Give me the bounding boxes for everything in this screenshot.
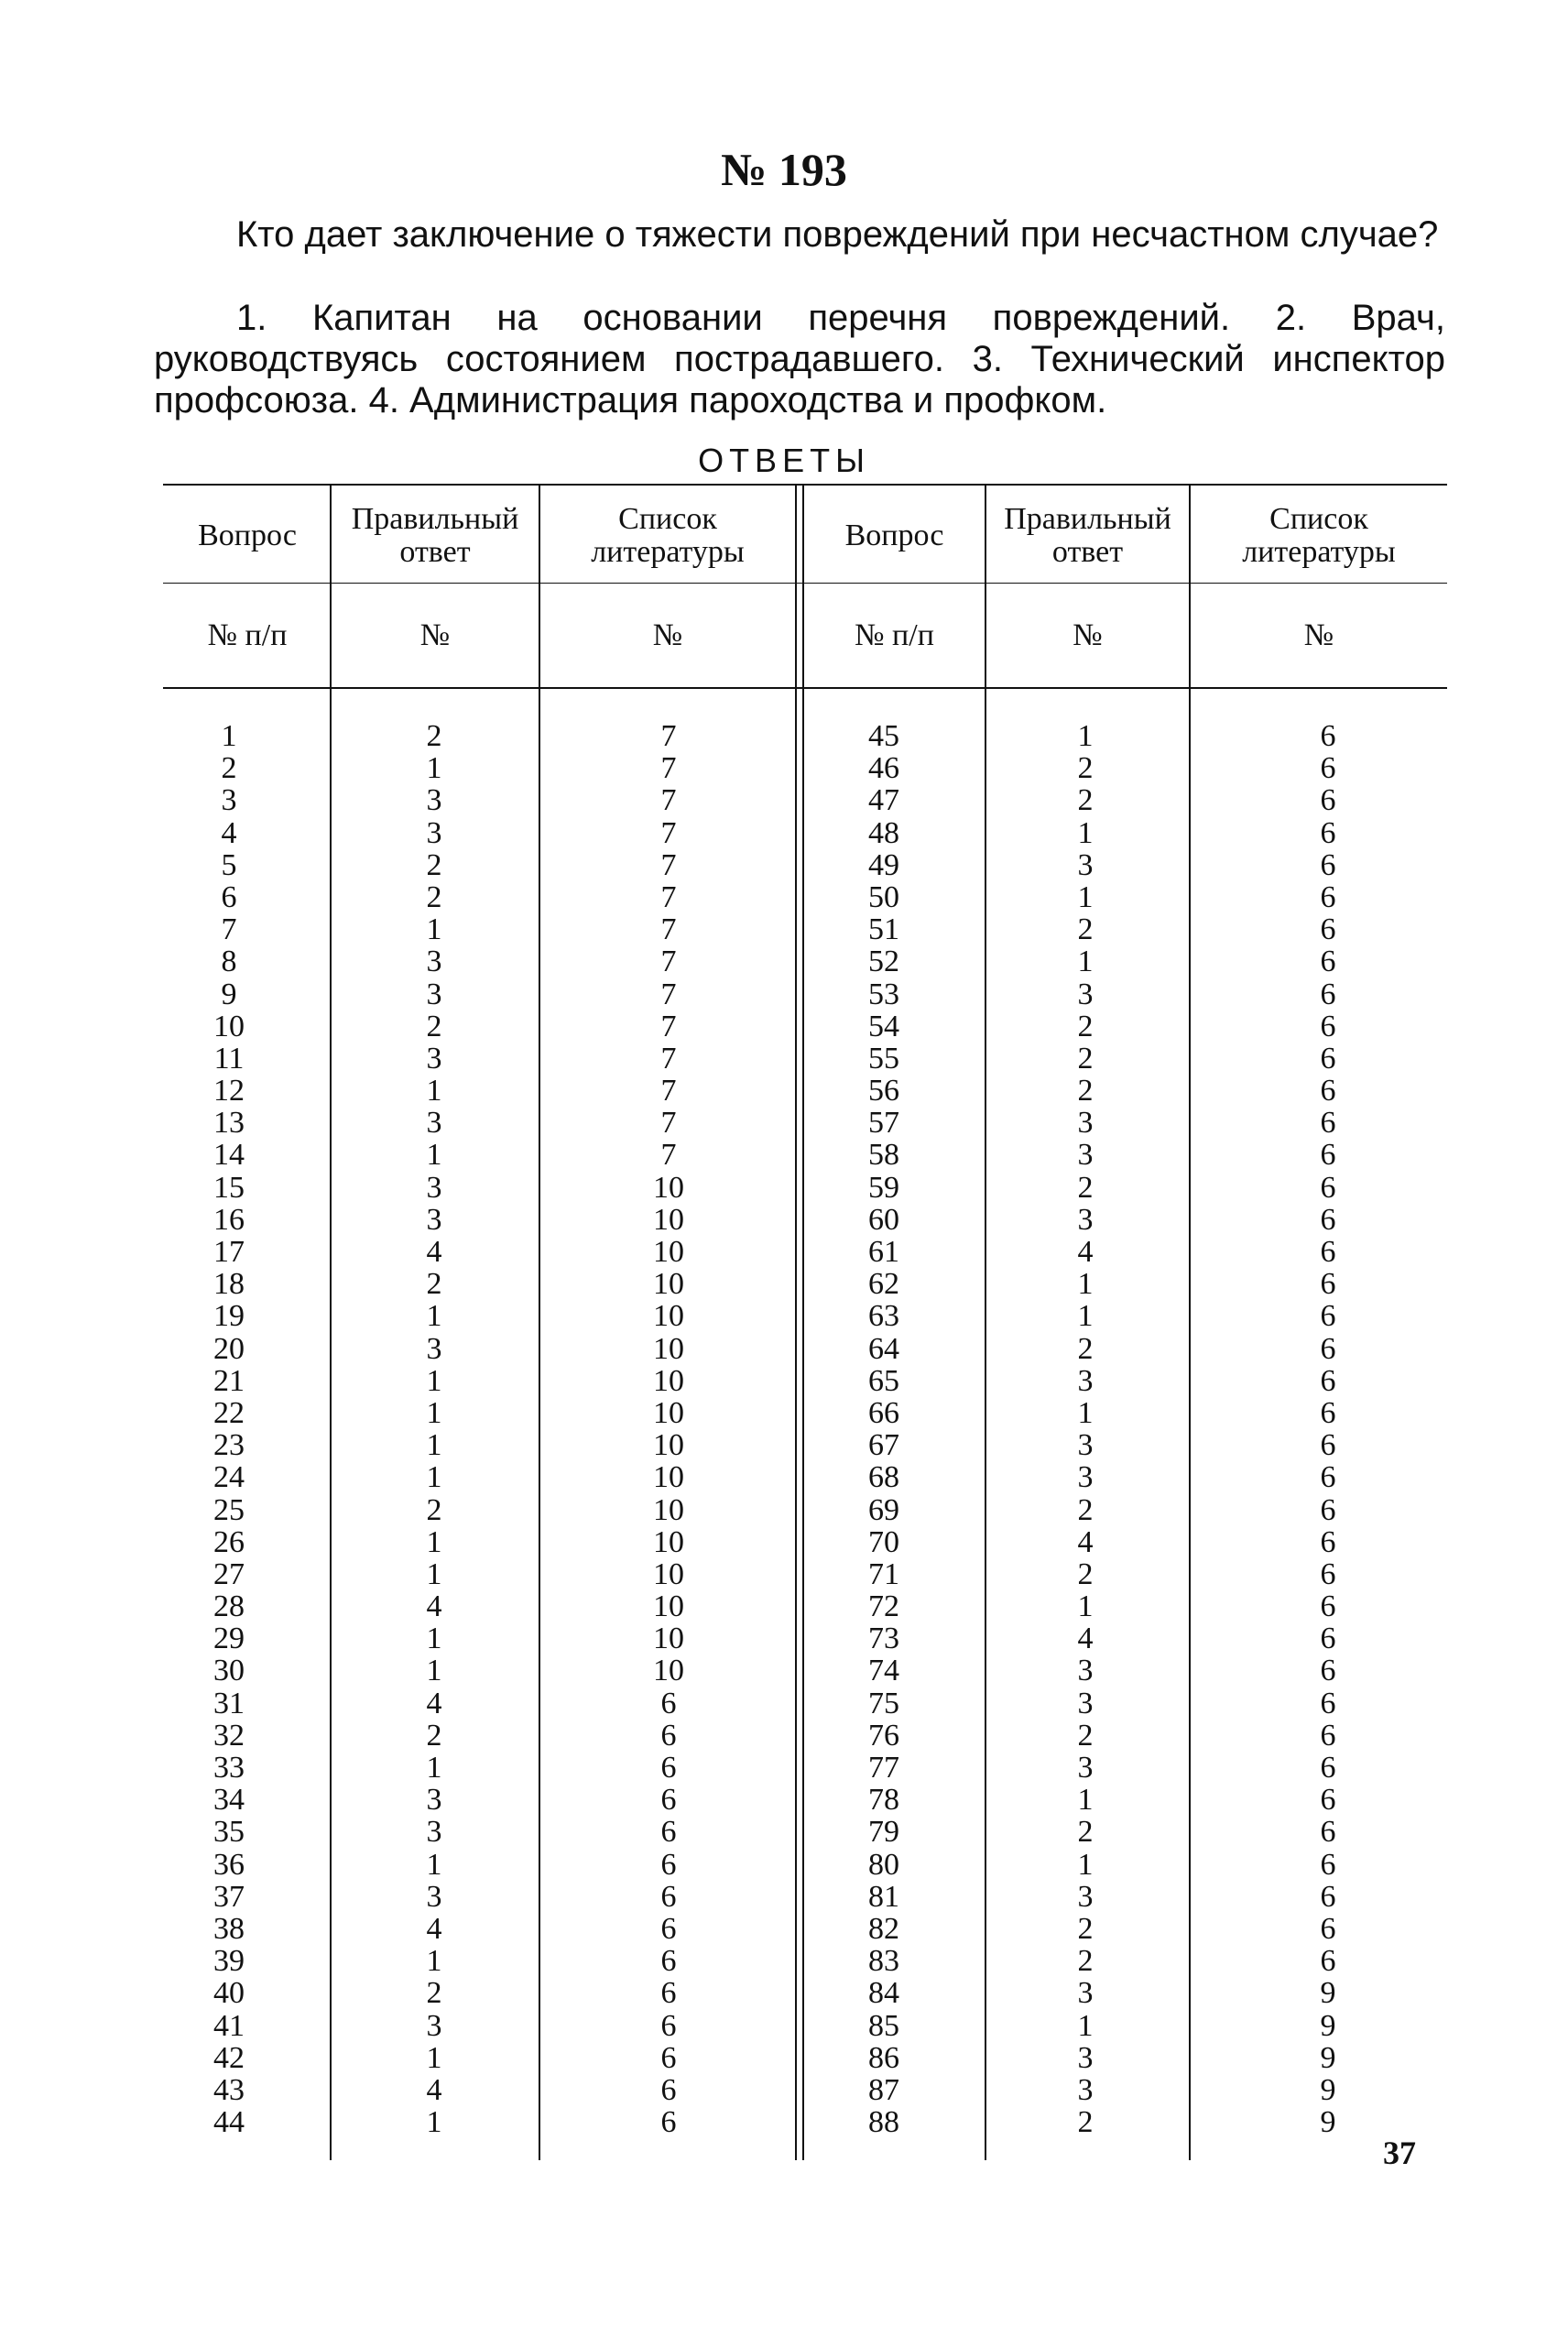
table-cell: 7 [660, 879, 677, 914]
table-cell: 6 [1320, 1331, 1336, 1366]
table-cell: 86 [868, 2040, 899, 2075]
table-cell: 31 [213, 1686, 245, 1720]
table-cell: 9 [221, 977, 237, 1011]
table-cell: 42 [213, 2040, 245, 2075]
table-cell: 21 [213, 1363, 245, 1398]
table-cell: 7 [660, 815, 677, 850]
table-cell: 10 [653, 1524, 684, 1559]
table-cell: 6 [660, 2105, 677, 2140]
table-cell: 9 [1320, 2008, 1336, 2043]
table-cell: 6 [1320, 1815, 1336, 1850]
table-cell: 2 [1077, 1041, 1094, 1076]
table-cell: 6 [1320, 1783, 1336, 1818]
table-cell: 1 [426, 1428, 442, 1463]
table-cell: 7 [660, 1074, 677, 1108]
table-cell: 16 [213, 1202, 245, 1237]
table-cell: 10 [653, 1363, 684, 1398]
table-cell: 1 [426, 751, 442, 786]
table-cell: 51 [868, 912, 899, 947]
table-cell: 10 [653, 1395, 684, 1430]
table-cell: 6 [1320, 1654, 1336, 1688]
table-cell: 7 [660, 1138, 677, 1173]
page-number: 37 [1383, 2135, 1416, 2171]
table-cell: 7 [660, 783, 677, 818]
table-cell: 4 [1077, 1235, 1094, 1269]
table-cell: 10 [653, 1428, 684, 1463]
table-cell: 10 [653, 1267, 684, 1302]
table-cell: 6 [1320, 1235, 1336, 1269]
table-cell: 6 [1320, 1751, 1336, 1785]
table-cell: 6 [660, 1911, 677, 1946]
header-correct-answer: Правильный ответ [1004, 502, 1171, 569]
table-cell: 6 [660, 1815, 677, 1850]
column-answer-left [366, 720, 502, 2138]
table-cell: 11 [213, 1041, 245, 1076]
table-cell: 37 [213, 1879, 245, 1914]
column-separator [985, 484, 986, 2160]
table-cell: 88 [868, 2105, 899, 2140]
table-cell: 10 [653, 1492, 684, 1527]
column-separator-double [802, 484, 804, 2160]
table-cell: 66 [868, 1395, 899, 1430]
table-cell: 36 [213, 1847, 245, 1882]
table-cell: 6 [1320, 1524, 1336, 1559]
table-cell: 6 [1320, 1718, 1336, 1753]
table-cell: 59 [868, 1170, 899, 1205]
table-cell: 43 [213, 2072, 245, 2107]
table-cell: 6 [1320, 1106, 1336, 1141]
table-cell: 3 [426, 815, 442, 850]
table-cell: 2 [1077, 1170, 1094, 1205]
table-cell: 82 [868, 1911, 899, 1946]
table-cell: 3 [1077, 1363, 1094, 1398]
table-cell: 10 [653, 1235, 684, 1269]
table-cell: 57 [868, 1106, 899, 1141]
column-literature-left [586, 720, 751, 2138]
table-cell: 4 [221, 815, 237, 850]
table-cell: 40 [213, 1976, 245, 2011]
table-cell: 1 [1077, 815, 1094, 850]
table-cell: 2 [1077, 1944, 1094, 1979]
table-cell: 1 [426, 1524, 442, 1559]
table-cell: 14 [213, 1138, 245, 1173]
table-cell: 4 [426, 1235, 442, 1269]
table-cell: 2 [426, 1492, 442, 1527]
table-cell: 3 [221, 783, 237, 818]
table-cell: 6 [1320, 1202, 1336, 1237]
table-cell: 4 [1077, 1622, 1094, 1656]
table-cell: 10 [653, 1556, 684, 1591]
table-cell: 58 [868, 1138, 899, 1173]
column-question-left [165, 720, 293, 2138]
table-cell: 2 [1077, 751, 1094, 786]
question-text: Кто дает заключение о тяжести повреждений при несчастном случае? [236, 214, 1439, 255]
table-cell: 50 [868, 879, 899, 914]
table-cell: 3 [426, 945, 442, 979]
table-cell: 85 [868, 2008, 899, 2043]
table-cell: 53 [868, 977, 899, 1011]
table-cell: 3 [426, 1170, 442, 1205]
table-cell: 3 [1077, 2040, 1094, 2075]
table-top-rule [163, 484, 1447, 486]
table-cell: 6 [660, 2040, 677, 2075]
table-cell: 4 [426, 1911, 442, 1946]
table-cell: 6 [1320, 815, 1336, 850]
header-literature-sub: № [652, 618, 683, 652]
table-cell: 3 [1077, 1751, 1094, 1785]
table-cell: 2 [1077, 912, 1094, 947]
table-cell: 6 [1320, 1138, 1336, 1173]
table-cell: 1 [1077, 1299, 1094, 1334]
table-cell: 3 [1077, 1202, 1094, 1237]
table-cell: 7 [660, 847, 677, 882]
table-cell: 3 [1077, 1138, 1094, 1173]
table-cell: 15 [213, 1170, 245, 1205]
table-cell: 74 [868, 1654, 899, 1688]
table-cell: 61 [868, 1235, 899, 1269]
table-cell: 73 [868, 1622, 899, 1656]
column-literature-right [1246, 720, 1410, 2138]
table-cell: 1 [426, 1299, 442, 1334]
table-cell: 3 [426, 2008, 442, 2043]
table-cell: 1 [426, 1654, 442, 1688]
table-cell: 6 [1320, 719, 1336, 753]
table-cell: 76 [868, 1718, 899, 1753]
table-cell: 6 [1320, 977, 1336, 1011]
table-cell: 9 [1320, 2105, 1336, 2140]
header-question-sub: № п/п [855, 618, 934, 652]
table-cell: 3 [426, 1041, 442, 1076]
table-cell: 72 [868, 1589, 899, 1624]
header-question: Вопрос [198, 519, 297, 552]
table-cell: 56 [868, 1074, 899, 1108]
table-cell: 6 [660, 2008, 677, 2043]
table-cell: 12 [213, 1074, 245, 1108]
table-cell: 3 [426, 1202, 442, 1237]
table-cell: 41 [213, 2008, 245, 2043]
table-cell: 68 [868, 1460, 899, 1495]
table-cell: 7 [660, 977, 677, 1011]
table-cell: 71 [868, 1556, 899, 1591]
table-cell: 10 [653, 1331, 684, 1366]
table-cell: 4 [1077, 1524, 1094, 1559]
table-cell: 6 [1320, 783, 1336, 818]
table-cell: 9 [1320, 2040, 1336, 2075]
table-cell: 55 [868, 1041, 899, 1076]
table-cell: 7 [660, 1009, 677, 1043]
table-cell: 1 [426, 1751, 442, 1785]
table-cell: 1 [1077, 719, 1094, 753]
table-cell: 6 [660, 1686, 677, 1720]
header-correct-answer-sub: № [1073, 618, 1103, 652]
table-cell: 7 [221, 912, 237, 947]
table-cell: 83 [868, 1944, 899, 1979]
table-cell: 3 [1077, 1106, 1094, 1141]
table-cell: 3 [426, 1783, 442, 1818]
table-cell: 1 [426, 1460, 442, 1495]
table-cell: 17 [213, 1235, 245, 1269]
table-cell: 6 [1320, 1041, 1336, 1076]
table-cell: 2 [426, 719, 442, 753]
table-cell: 1 [1077, 2008, 1094, 2043]
table-cell: 3 [426, 783, 442, 818]
table-cell: 3 [1077, 2072, 1094, 2107]
table-cell: 70 [868, 1524, 899, 1559]
table-cell: 1 [1077, 879, 1094, 914]
table-cell: 9 [1320, 2072, 1336, 2107]
table-cell: 2 [1077, 1556, 1094, 1591]
table-cell: 1 [1077, 1783, 1094, 1818]
table-cell: 10 [653, 1589, 684, 1624]
table-cell: 38 [213, 1911, 245, 1946]
table-cell: 6 [1320, 1589, 1336, 1624]
table-cell: 1 [426, 1622, 442, 1656]
table-cell: 3 [1077, 1654, 1094, 1688]
table-cell: 6 [660, 1976, 677, 2011]
table-cell: 2 [221, 751, 237, 786]
table-cell: 10 [653, 1170, 684, 1205]
table-cell: 1 [426, 1363, 442, 1398]
header-bottom-rule [163, 687, 1447, 689]
header-correct-answer-sub: № [419, 618, 451, 652]
table-cell: 67 [868, 1428, 899, 1463]
table-cell: 1 [1077, 1395, 1094, 1430]
table-cell: 4 [426, 1589, 442, 1624]
table-cell: 9 [1320, 1976, 1336, 2011]
table-cell: 1 [426, 1847, 442, 1882]
table-cell: 1 [1077, 1589, 1094, 1624]
table-cell: 6 [660, 1783, 677, 1818]
table-cell: 10 [653, 1299, 684, 1334]
table-cell: 3 [1077, 1428, 1094, 1463]
table-cell: 10 [653, 1202, 684, 1237]
table-cell: 7 [660, 1041, 677, 1076]
table-cell: 27 [213, 1556, 245, 1591]
table-cell: 29 [213, 1622, 245, 1656]
table-cell: 6 [1320, 1460, 1336, 1495]
table-cell: 3 [1077, 1976, 1094, 2011]
table-cell: 25 [213, 1492, 245, 1527]
table-cell: 64 [868, 1331, 899, 1366]
table-cell: 62 [868, 1267, 899, 1302]
table-cell: 47 [868, 783, 899, 818]
table-cell: 10 [653, 1654, 684, 1688]
column-separator [539, 484, 540, 2160]
table-cell: 80 [868, 1847, 899, 1882]
table-cell: 7 [660, 1106, 677, 1141]
table-cell: 1 [426, 1395, 442, 1430]
table-cell: 3 [1077, 847, 1094, 882]
table-cell: 87 [868, 2072, 899, 2107]
table-cell: 46 [868, 751, 899, 786]
table-cell: 2 [1077, 1815, 1094, 1850]
table-cell: 1 [1077, 945, 1094, 979]
column-question-right [824, 720, 943, 2138]
table-cell: 6 [1320, 1267, 1336, 1302]
table-cell: 7 [660, 945, 677, 979]
table-cell: 3 [426, 1879, 442, 1914]
table-cell: 79 [868, 1815, 899, 1850]
table-cell: 6 [221, 879, 237, 914]
table-cell: 2 [426, 1009, 442, 1043]
table-cell: 65 [868, 1363, 899, 1398]
table-cell: 6 [1320, 751, 1336, 786]
table-cell: 6 [1320, 879, 1336, 914]
page-title: № 193 [721, 144, 847, 195]
table-cell: 1 [426, 2040, 442, 2075]
table-cell: 69 [868, 1492, 899, 1527]
table-cell: 6 [1320, 1879, 1336, 1914]
table-cell: 6 [1320, 1944, 1336, 1979]
table-cell: 84 [868, 1976, 899, 2011]
table-cell: 6 [1320, 1299, 1336, 1334]
table-cell: 6 [1320, 1363, 1336, 1398]
table-cell: 10 [653, 1460, 684, 1495]
table-cell: 44 [213, 2105, 245, 2140]
table-cell: 2 [1077, 1718, 1094, 1753]
table-cell: 7 [660, 719, 677, 753]
header-question: Вопрос [844, 519, 944, 552]
table-cell: 6 [660, 1847, 677, 1882]
table-cell: 1 [426, 1556, 442, 1591]
table-cell: 2 [426, 1718, 442, 1753]
table-cell: 1 [426, 1074, 442, 1108]
table-cell: 22 [213, 1395, 245, 1430]
table-cell: 1 [426, 1944, 442, 1979]
table-cell: 75 [868, 1686, 899, 1720]
table-cell: 10 [653, 1622, 684, 1656]
table-cell: 6 [660, 2072, 677, 2107]
column-separator-double [795, 484, 797, 2160]
table-cell: 6 [1320, 945, 1336, 979]
table-cell: 77 [868, 1751, 899, 1785]
table-cell: 2 [1077, 783, 1094, 818]
table-cell: 34 [213, 1783, 245, 1818]
table-cell: 2 [426, 1267, 442, 1302]
table-cell: 6 [660, 1751, 677, 1785]
table-cell: 8 [221, 945, 237, 979]
table-cell: 45 [868, 719, 899, 753]
table-cell: 23 [213, 1428, 245, 1463]
table-cell: 3 [426, 1331, 442, 1366]
table-cell: 6 [1320, 847, 1336, 882]
table-cell: 81 [868, 1879, 899, 1914]
table-cell: 52 [868, 945, 899, 979]
table-cell: 6 [1320, 1622, 1336, 1656]
table-cell: 2 [426, 879, 442, 914]
table-cell: 32 [213, 1718, 245, 1753]
table-cell: 30 [213, 1654, 245, 1688]
table-cell: 6 [1320, 1428, 1336, 1463]
table-cell: 3 [1077, 1686, 1094, 1720]
table-cell: 1 [426, 2105, 442, 2140]
column-answer-right [1017, 720, 1154, 2138]
table-cell: 60 [868, 1202, 899, 1237]
column-separator [330, 484, 332, 2160]
table-cell: 1 [426, 912, 442, 947]
header-literature: Список литературы [1242, 502, 1396, 569]
column-separator [1189, 484, 1191, 2160]
table-cell: 4 [426, 1686, 442, 1720]
header-correct-answer: Правильный ответ [351, 502, 519, 569]
table-cell: 6 [1320, 1847, 1336, 1882]
table-cell: 6 [1320, 1556, 1336, 1591]
table-cell: 6 [1320, 1009, 1336, 1043]
table-cell: 10 [213, 1009, 245, 1043]
table-cell: 63 [868, 1299, 899, 1334]
table-cell: 6 [1320, 912, 1336, 947]
table-cell: 5 [221, 847, 237, 882]
table-cell: 6 [1320, 1074, 1336, 1108]
table-cell: 2 [426, 1976, 442, 2011]
table-cell: 6 [1320, 1395, 1336, 1430]
table-cell: 3 [426, 1106, 442, 1141]
table-cell: 7 [660, 912, 677, 947]
answer-options: 1. Капитан на основании перечня повреждений. 2. Врач, руководствуясь состоянием пострадавшего. 3. Технический инспектор профсоюза. 4. Администрация пароходства и профком. [154, 298, 1445, 420]
table-cell: 3 [426, 977, 442, 1011]
table-cell: 13 [213, 1106, 245, 1141]
table-cell: 39 [213, 1944, 245, 1979]
header-literature: Список литературы [591, 502, 745, 569]
header-literature-sub: № [1303, 618, 1334, 652]
table-cell: 2 [1077, 1331, 1094, 1366]
header-question-sub: № п/п [207, 618, 288, 652]
table-cell: 2 [1077, 1009, 1094, 1043]
table-cell: 49 [868, 847, 899, 882]
table-cell: 48 [868, 815, 899, 850]
table-cell: 2 [1077, 1911, 1094, 1946]
table-cell: 33 [213, 1751, 245, 1785]
table-cell: 54 [868, 1009, 899, 1043]
table-cell: 3 [426, 1815, 442, 1850]
table-cell: 24 [213, 1460, 245, 1495]
table-cell: 6 [660, 1879, 677, 1914]
table-cell: 4 [426, 2072, 442, 2107]
table-cell: 3 [1077, 977, 1094, 1011]
table-cell: 7 [660, 751, 677, 786]
answers-heading: ОТВЕТЫ [698, 442, 870, 479]
table-cell: 6 [1320, 1911, 1336, 1946]
table-cell: 1 [221, 719, 237, 753]
table-cell: 6 [660, 1718, 677, 1753]
table-cell: 6 [1320, 1686, 1336, 1720]
table-cell: 18 [213, 1267, 245, 1302]
table-cell: 6 [1320, 1492, 1336, 1527]
table-cell: 6 [660, 1944, 677, 1979]
table-cell: 2 [1077, 2105, 1094, 2140]
table-cell: 3 [1077, 1460, 1094, 1495]
table-cell: 1 [1077, 1847, 1094, 1882]
table-cell: 20 [213, 1331, 245, 1366]
table-cell: 2 [1077, 1492, 1094, 1527]
header-divider-rule [163, 583, 1447, 584]
table-cell: 1 [1077, 1267, 1094, 1302]
table-cell: 19 [213, 1299, 245, 1334]
table-cell: 35 [213, 1815, 245, 1850]
table-cell: 28 [213, 1589, 245, 1624]
table-cell: 6 [1320, 1170, 1336, 1205]
table-cell: 78 [868, 1783, 899, 1818]
table-cell: 3 [1077, 1879, 1094, 1914]
table-cell: 2 [426, 847, 442, 882]
table-cell: 2 [1077, 1074, 1094, 1108]
table-cell: 1 [426, 1138, 442, 1173]
table-cell: 26 [213, 1524, 245, 1559]
